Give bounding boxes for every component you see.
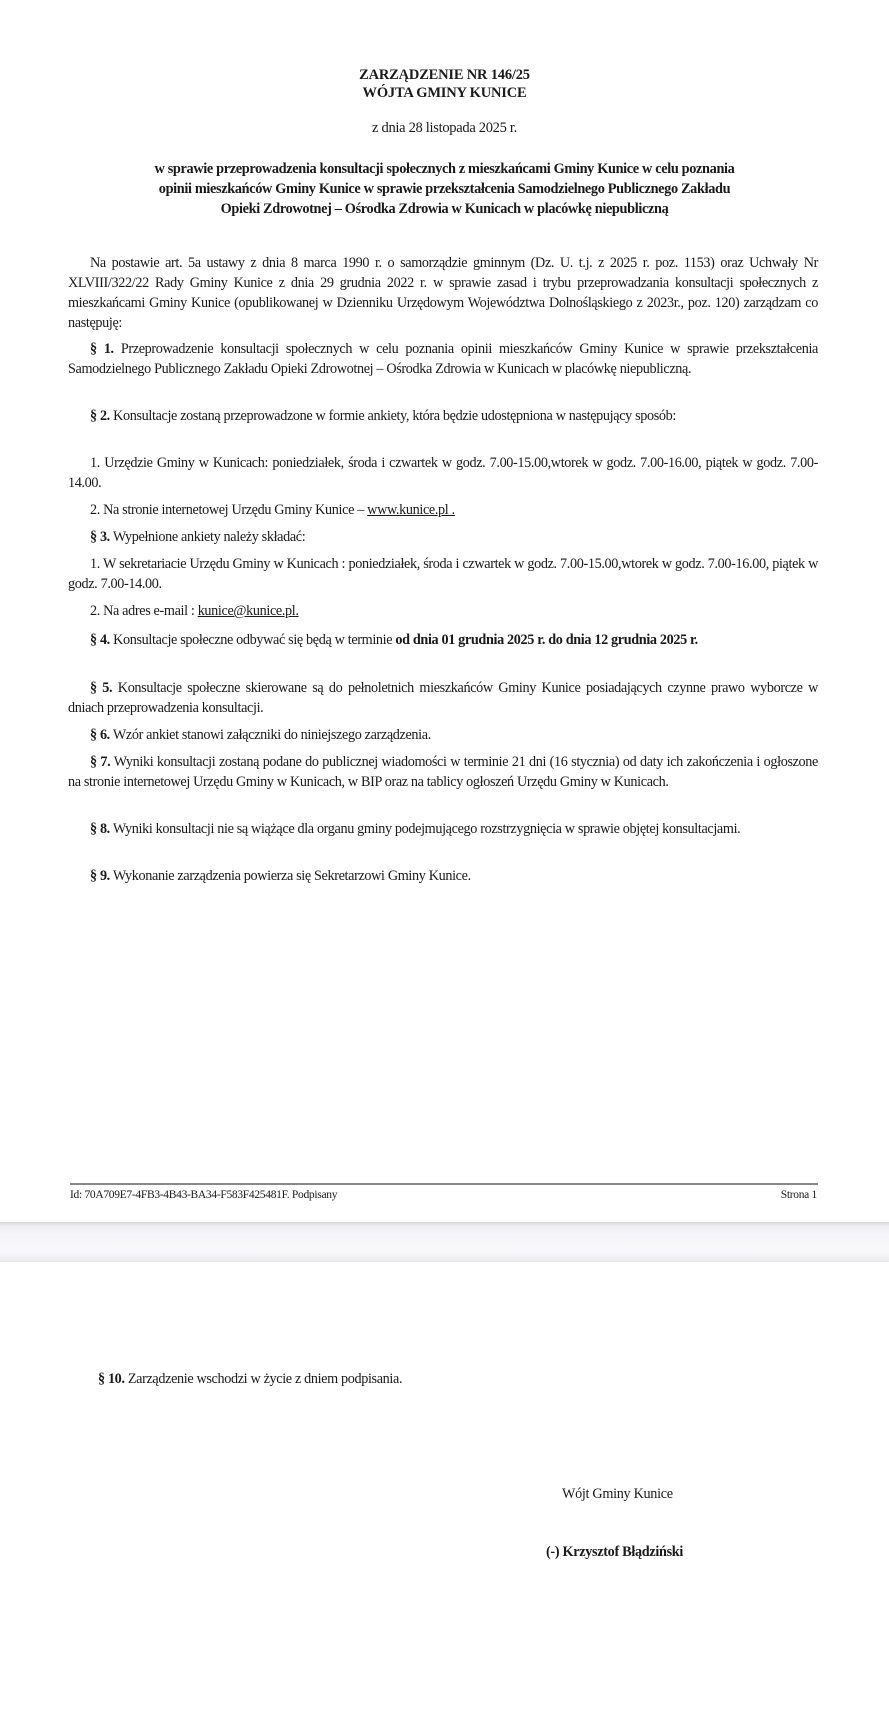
signatory-title: Wójt Gminy Kunice xyxy=(562,1486,673,1502)
paragraph-5 xyxy=(68,678,818,718)
paragraph-9-label: § 9. xyxy=(90,868,110,884)
paragraph-6-text: Wzór ankiet stanowi załączniki do niniejszego zarządzenia. xyxy=(112,727,431,743)
paragraph-3-text: Wypełnione ankiety należy składać: xyxy=(112,529,306,545)
paragraph-2-item-1: 1. Urzędzie Gminy w Kunicach: poniedziałek, środa i czwartek w godz. 7.00-15.00,wtorek w godz. 7.00-16.00, piątek w godz. 7.00-14.00. xyxy=(68,455,818,491)
preamble: Na postawie art. 5a ustawy z dnia 8 marca 1990 r. o samorządzie gminnym (Dz. U. t.j. z 2025 r. poz. 1153) oraz Uchwały Nr XLVIII/322/22 Rady Gminy Kunice z dnia 29 grudnia 2022 r. w sprawie zasad i trybu przeprowadzania konsultacji społecznych z mieszkańcami Gminy Kunice (opublikowanej w Dzienniku Urzędowym Województwa Dolnośląskiego z 2023r., poz. 120) zarządzam co następuję: xyxy=(68,255,818,331)
document-page-2 xyxy=(0,1262,889,1711)
paragraph-2-item-2 xyxy=(68,500,818,520)
email-link-end: . xyxy=(295,603,299,619)
email-link[interactable]: kunice@kunice.pl xyxy=(197,603,296,619)
paragraph-5-text: Konsultacje społeczne skierowane są do pełnoletnich mieszkańców Gminy Kunice posiadających czynne prawo wyborcze w dniach przeprowadzenia konsultacji. xyxy=(68,680,818,716)
paragraph-8 xyxy=(68,819,818,839)
paragraph-1-text: Przeprowadzenie konsultacji społecznych w celu poznania opinii mieszkańców Gminy Kunice w sprawie przekształcenia Samodzielnego Publicznego Zakładu Opieki Zdrowotnej – Ośrodka Zdrowia w Kunicach w placówkę niepubliczną. xyxy=(68,341,818,377)
footer-page-number: Strona 1 xyxy=(780,1189,817,1201)
paragraph-7-text: Wyniki konsultacji zostaną podane do publicznej wiadomości w terminie 21 dni (16 stycznia) od daty ich zakończenia i ogłoszone na stronie internetowej Urzędu Gminy w Kunicach, w BIP oraz na tablicy ogłoszeń Urzędu Gminy w Kunicach. xyxy=(68,754,818,790)
paragraph-7 xyxy=(68,752,818,792)
paragraph-10 xyxy=(98,1369,818,1389)
title-line-2: WÓJTA GMINY KUNICE xyxy=(362,85,527,101)
signatory-name: (-) Krzysztof Błądziński xyxy=(546,1544,684,1560)
document-subject xyxy=(0,159,889,219)
paragraph-9-text: Wykonanie zarządzenia powierza się Sekretarzowi Gminy Kunice. xyxy=(112,868,471,884)
subject-line-3: Opieki Zdrowotnej – Ośrodka Zdrowia w Kunicach w placówkę niepubliczną xyxy=(220,201,669,217)
paragraph-6 xyxy=(68,725,818,745)
paragraph-2-label: § 2. xyxy=(90,408,110,424)
document-title xyxy=(0,66,889,102)
subject-line-2: opinii mieszkańców Gminy Kunice w sprawie przekształcenia Samodzielnego Publicznego Zakładu xyxy=(158,181,731,197)
paragraph-3-label: § 3. xyxy=(90,529,110,545)
footer-divider xyxy=(70,1183,818,1185)
paragraph-6-label: § 6. xyxy=(90,727,110,743)
paragraph-8-text: Wyniki konsultacji nie są wiążące dla organu gminy podejmującego rozstrzygnięcia w sprawie objętej konsultacjami. xyxy=(112,821,741,837)
paragraph-3-item-1: 1. W sekretariacie Urzędu Gminy w Kunicach : poniedziałek, środa i czwartek w godz. 7.00-15.00,wtorek w godz. 7.00-16.00, piątek w godz. 7.00-14.00. xyxy=(68,556,818,592)
paragraph-1-label: § 1. xyxy=(90,341,114,357)
website-link[interactable]: www.kunice.pl . xyxy=(367,502,455,518)
paragraph-4-label: § 4. xyxy=(90,632,110,648)
paragraph-10-text: Zarządzenie wschodzi w życie z dniem podpisania. xyxy=(127,1371,403,1387)
paragraph-3 xyxy=(68,527,818,547)
footer-document-id: Id: 70A709E7-4FB3-4B43-BA34-F583F425481F. Podpisany xyxy=(70,1189,338,1201)
title-line-1: ZARZĄDZENIE NR 146/25 xyxy=(359,67,530,83)
paragraph-9 xyxy=(68,866,818,886)
paragraph-3-item-2 xyxy=(68,601,818,621)
paragraph-8-label: § 8. xyxy=(90,821,110,837)
paragraph-4-text: Konsultacje społeczne odbywać się będą w terminie xyxy=(113,632,396,648)
paragraph-2-text: Konsultacje zostaną przeprowadzone w formie ankiety, która będzie udostępniona w następujący sposób: xyxy=(113,408,677,424)
paragraph-4-dates: od dnia 01 grudnia 2025 r. do dnia 12 grudnia 2025 r. xyxy=(395,632,698,648)
paragraph-4 xyxy=(68,630,818,650)
document-date: z dnia 28 listopada 2025 r. xyxy=(372,120,517,136)
paragraph-10-label: § 10. xyxy=(98,1371,125,1387)
paragraph-3-item-2-text: 2. Na adres e-mail : xyxy=(90,603,198,619)
paragraph-7-label: § 7. xyxy=(90,754,111,770)
paragraph-2 xyxy=(68,406,818,426)
page-separator xyxy=(0,1222,889,1262)
subject-line-1: w sprawie przeprowadzenia konsultacji społecznych z mieszkańcami Gminy Kunice w celu poznania xyxy=(154,161,735,177)
paragraph-5-label: § 5. xyxy=(90,680,113,696)
paragraph-1 xyxy=(68,339,818,379)
paragraph-2-item-2-text: 2. Na stronie internetowej Urzędu Gminy Kunice – xyxy=(90,502,368,518)
